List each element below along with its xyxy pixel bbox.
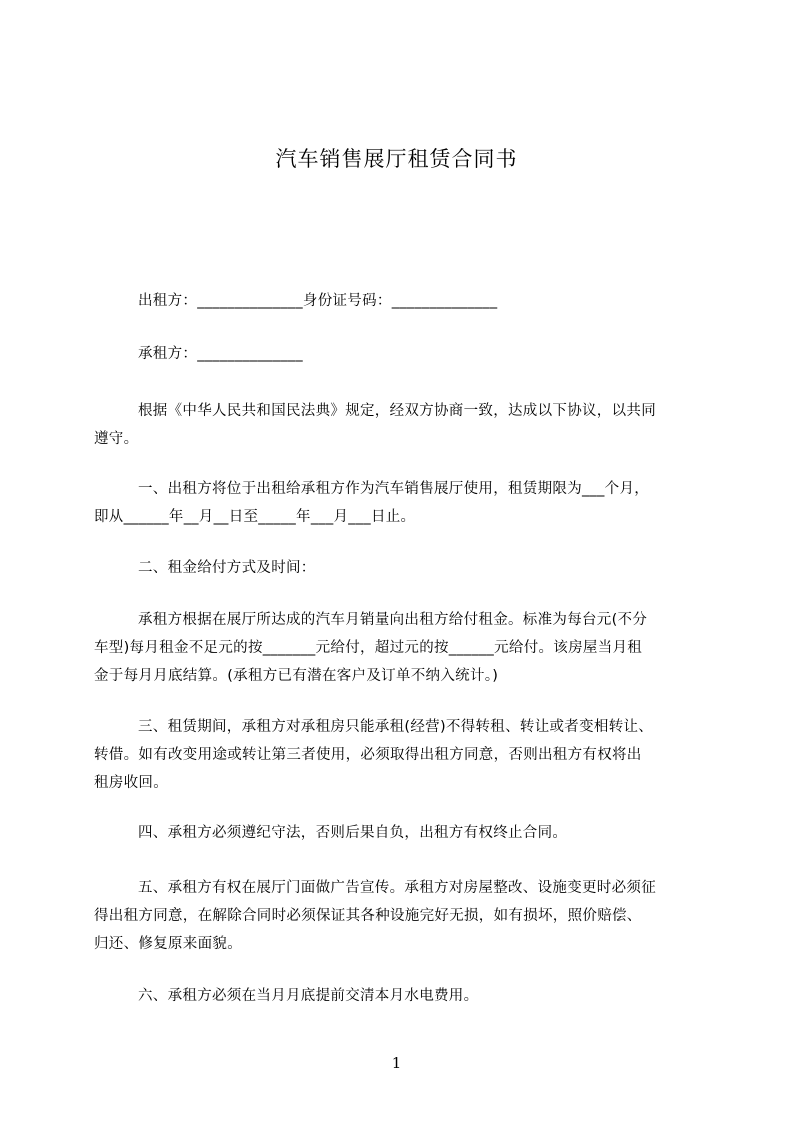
clause-2-body bbox=[94, 606, 706, 690]
clause-1-line-1: 一、出租方将位于出租给承租方作为汽车销售展厅使用，租赁期限为___个月， bbox=[138, 481, 650, 497]
clause-3-line-2: 转借。如有改变用途或转让第三者使用，必须取得出租方同意，否则出租方有权将出 bbox=[94, 747, 642, 763]
intro-line-2: 遵守。 bbox=[94, 431, 139, 447]
clause-5-line-2: 得出租方同意，在解除合同时必须保证其各种设施完好无损，如有损坏，照价赔偿、 bbox=[94, 908, 642, 924]
clause-5 bbox=[94, 874, 706, 958]
clause-3-line-3: 租房收回。 bbox=[94, 775, 168, 791]
clause-5-line-3: 归还、修复原来面貌。 bbox=[94, 936, 242, 952]
clause-2-line-1: 承租方根据在展厅所达成的汽车月销量向出租方给付租金。标准为每台元(不分 bbox=[138, 612, 648, 628]
clause-5-line-1: 五、承租方有权在展厅门面做广告宣传。承租方对房屋整改、设施变更时必须征 bbox=[138, 880, 656, 896]
lessor-line: 出租方：______________身份证号码：______________ bbox=[138, 293, 498, 309]
clause-2-line-3: 金于每月月底结算。(承租方已有潜在客户及订单不纳入统计。) bbox=[94, 668, 499, 684]
clause-1-line-2: 即从______年__月__日至_____年___月___日止。 bbox=[94, 509, 416, 525]
clause-3 bbox=[94, 713, 706, 797]
clause-6: 六、承租方必须在当月月底提前交清本月水电费用。 bbox=[138, 988, 479, 1004]
clause-4: 四、承租方必须遵纪守法，否则后果自负，出租方有权终止合同。 bbox=[138, 825, 568, 841]
page-number: 1 bbox=[391, 1054, 402, 1072]
clause-2-line-2: 车型)每月租金不足元的按_______元给付，超过元的按______元给付。该房屋当月租 bbox=[94, 640, 643, 656]
lessee-line: 承租方：______________ bbox=[138, 346, 303, 362]
document-title: 汽车销售展厅租赁合同书 bbox=[275, 147, 518, 171]
intro-line-1: 根据《中华人民共和国民法典》规定，经双方协商一致，达成以下协议，以共同 bbox=[138, 403, 656, 419]
clause-1 bbox=[94, 475, 706, 531]
clause-2-heading: 二、租金给付方式及时间： bbox=[138, 560, 316, 576]
clause-3-line-1: 三、租赁期间，承租方对承租房只能承租(经营)不得转租、转让或者变相转让、 bbox=[138, 719, 654, 735]
intro-paragraph bbox=[94, 397, 706, 453]
